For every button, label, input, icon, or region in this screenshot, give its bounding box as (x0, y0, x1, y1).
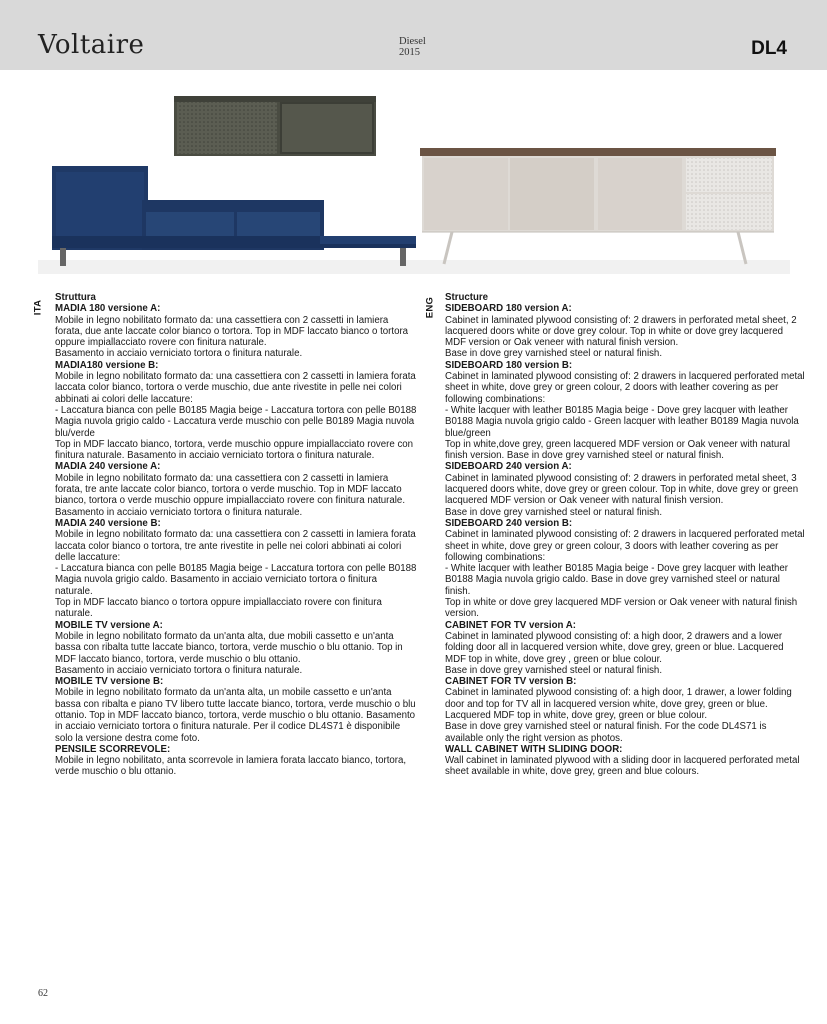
header-band (0, 0, 827, 70)
paragraph: Base in dove grey varnished steel or natural finish. (445, 506, 663, 518)
text-column-ita (55, 292, 417, 778)
paragraph: Top in white,dove grey, green lacquered MDF version or Oak veneer with natural finish version. Base in dove grey varnished steel or natural finish. (445, 438, 790, 462)
section-heading: MADIA180 versione B: (55, 359, 159, 371)
paragraph: - Laccatura bianca con pelle B0185 Magia beige - Laccatura tortora con pelle B0188 Magia nuvola grigio caldo - Laccatura verde muschio con pelle B0189 Magia nuvola blu/verde (55, 404, 417, 439)
text-column-eng (445, 292, 805, 778)
paragraph: Mobile in legno nobilitato, anta scorrevole in lamiera forata laccato bianco, tortora, verde muschio o blu ottanio. (55, 755, 407, 778)
paragraph: Base in dove grey varnished steel or natural finish. (445, 348, 663, 360)
wall-cabinet-image (174, 96, 376, 156)
section-heading: CABINET FOR TV version A: (445, 619, 576, 631)
paragraph: Mobile in legno nobilitato formato da: una cassettiera con 2 cassetti in lamiera forata, due ante laccate color bianco o tortora. Top in MDF laccato bianco o tortora oppure impiallacciato rovere con finitura naturale. (55, 314, 409, 349)
paragraph: Cabinet in laminated plywood consisting of: 2 drawers in perforated metal sheet, 3 lacquered doors white, dove grey or green colour. Top in white, dove grey or green lacquered MDF version or Oak veneer with natural finish version. (445, 472, 799, 507)
paragraph: Cabinet in laminated plywood consisting of: 2 drawers in perforated metal sheet, 2 lacquered doors white or dove grey colour. Top in white or dove grey lacquered MDF version or Oak veneer with natural finish version. (445, 314, 797, 349)
designer-year: 2015 (399, 47, 420, 58)
paragraph: Cabinet in laminated plywood consisting of: 2 drawers in lacquered perforated metal sheet in white, dove grey or green colour, 3 doors with leather covering as per following combinations: (445, 529, 805, 563)
paragraph: Top in white or dove grey lacquered MDF version or Oak veneer with natural finish version. (445, 597, 798, 620)
designer-info (399, 36, 426, 58)
paragraph: Basamento in acciaio verniciato tortora o finitura naturale. (55, 348, 303, 360)
paragraph: Basamento in acciaio verniciato tortora o finitura naturale. (55, 664, 303, 676)
product-photos (38, 88, 790, 278)
product-code: DL4 (751, 38, 787, 59)
section-heading: Structure (445, 292, 489, 303)
section-heading: Struttura (55, 292, 96, 303)
lang-ita-text: ITA (32, 299, 44, 316)
paragraph: Cabinet in laminated plywood consisting of: a high door, 1 drawer, a lower folding door and top for TV all in lacquered version white, dove grey, green or blue. Lacquered MDF top in white, dove grey, green or blue colour. (445, 687, 792, 721)
lang-label-eng (425, 296, 439, 320)
paragraph: Cabinet in laminated plywood consisting of: 2 drawers in lacquered perforated metal sheet in white, dove grey or green colour, 2 doors with leather covering as per following combinations: (445, 371, 805, 405)
section-heading: CABINET FOR TV version B: (445, 676, 577, 688)
lang-label-ita (32, 296, 50, 320)
paragraph: - White lacquer with leather B0185 Magia beige - Dove grey lacquer with leather B0188 Magia nuvola grigio caldo - Green lacquer with leather B0189 Magia nuvola blue/green (445, 404, 799, 439)
paragraph: Top in MDF laccato bianco, tortora, verde muschio oppure impiallacciato rovere con finitura naturale. Basamento in acciaio verniciato tortora o finitura naturale. (55, 438, 414, 462)
paragraph: Base in dove grey varnished steel or natural finish. (445, 664, 663, 676)
paragraph: Mobile in legno nobilitato formato da: una cassettiera con 2 cassetti in lamiera forata, tre ante laccate color bianco, tortora o verde muschio. Top in MDF laccato bianco, tortora o verde muschio oppure impiallacciato rovere con finitura naturale. Basamento in acciaio verniciato tortora o finitura naturale. (55, 472, 406, 518)
section-heading: SIDEBOARD 180 version B: (445, 359, 573, 371)
paragraph: Mobile in legno nobilitato formato da: una cassettiera con 2 cassetti in lamiera forata laccata color bianco o tortora, tre ante rivestite in pelle nei colori abbinati ai colori delle laccature: (55, 529, 416, 563)
paragraph: Mobile in legno nobilitato formato da un'anta alta, un mobile cassetto e un'anta bassa con ribalta e piano TV libero tutte laccate bianco, tortora, verde muschio o blu ottanio. Top in MDF laccato bianco, tortora, verde muschio o blu ottanio. Basamento in acciaio verniciato tortora o finitura naturale. Per il codice DL4S71 è disponibile solo la versione destra come foto. (55, 687, 416, 744)
paragraph: - White lacquer with leather B0185 Magia beige - Dove grey lacquer with leather B0188 Magia nuvola grigio caldo. Base in dove grey varnished steel or natural finish. (445, 563, 789, 597)
section-heading: MADIA 180 versione A: (55, 303, 161, 315)
section-heading: WALL CABINET WITH SLIDING DOOR: (445, 743, 623, 755)
section-heading: MADIA 240 versione A: (55, 461, 161, 473)
section-heading: MADIA 240 versione B: (55, 517, 161, 529)
collection-title: Voltaire (38, 30, 145, 60)
paragraph: Base in dove grey varnished steel or natural finish. For the code DL4S71 is available only the right version as photos. (445, 721, 767, 744)
section-heading: SIDEBOARD 240 version B: (445, 517, 573, 529)
section-heading: PENSILE SCORREVOLE: (55, 743, 171, 755)
section-heading: SIDEBOARD 180 version A: (445, 303, 572, 315)
page-number: 62 (38, 988, 48, 999)
section-heading: MOBILE TV versione A: (55, 619, 163, 631)
lang-eng-text: ENG (424, 296, 436, 319)
paragraph: Top in MDF laccato bianco o tortora oppure impiallacciato rovere con finitura naturale. (55, 597, 382, 620)
section-heading: SIDEBOARD 240 version A: (445, 461, 572, 473)
paragraph: Cabinet in laminated plywood consisting of: a high door, 2 drawers and a lower folding door all in lacquered version white, dove grey, green or blue. Lacquered MDF top in white, dove grey , green or blue colour. (445, 630, 784, 665)
designer-name: Diesel (399, 36, 426, 47)
paragraph: Mobile in legno nobilitato formato da un'anta alta, due mobili cassetto e un'anta bassa con ribalta tutte laccate bianco, tortora, verde muschio o blu ottanio. Top in MDF laccato bianco, tortora, verde muschio o blu ottanio. (55, 630, 403, 665)
paragraph: Mobile in legno nobilitato formato da: una cassettiera con 2 cassetti in lamiera forata laccata color bianco, tortora o verde muschio, due ante rivestite in pelle nei colori abbinati ai colori delle laccature: (55, 371, 416, 405)
paragraph: - Laccatura bianca con pelle B0185 Magia beige - Laccatura tortora con pelle B0188 Magia nuvola grigio caldo. Basamento in acciaio verniciato tortora o finitura naturale. (55, 563, 417, 597)
paragraph: Wall cabinet in laminated plywood with a sliding door in lacquered perforated metal sheet available in white, dove grey, green and blue colours. (445, 755, 800, 778)
section-heading: MOBILE TV versione B: (55, 676, 164, 688)
